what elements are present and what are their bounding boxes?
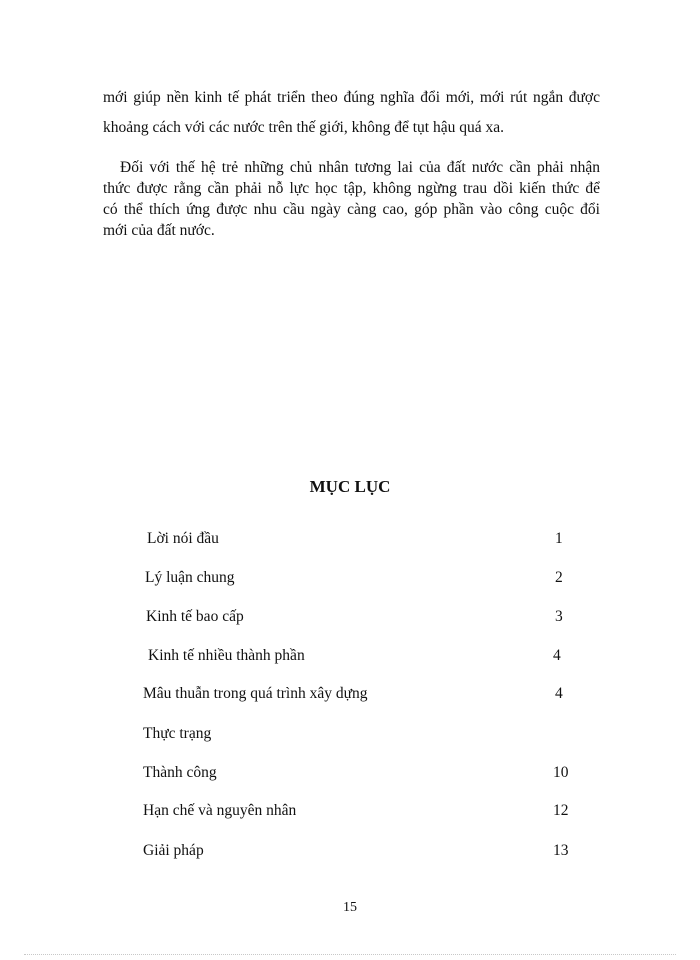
paragraph-line: thức được rằng cần phải nỗ lực học tập, không ngừng trau dồi kiến thức để [103,180,600,197]
toc-entry-page: 4 [553,647,561,664]
page-number: 15 [343,900,357,915]
toc-entry-page: 13 [553,842,569,859]
toc-entry-label: Thành công [143,764,217,781]
toc-entry-page: 10 [553,764,569,781]
paragraph-line: Đối với thế hệ trẻ những chủ nhân tương lai của đất nước cần phải nhận [120,159,600,176]
paragraph-line: mới giúp nền kinh tế phát triển theo đúng nghĩa đổi mới, mới rút ngắn được [103,89,600,106]
toc-entry-label: Lý luận chung [145,569,235,586]
toc-entry-label: Thực trạng [143,725,212,742]
toc-title: MỤC LỤC [309,477,391,496]
toc-entry-page: 12 [553,802,569,819]
page-bottom-divider [24,954,676,955]
toc-entry-label: Mâu thuẫn trong quá trình xây dựng [143,685,368,702]
toc-entry-page: 2 [555,569,563,586]
toc-entry-label: Kinh tế nhiều thành phần [148,647,305,664]
toc-entry-page: 1 [555,530,563,547]
toc-entry-page: 4 [555,685,563,702]
paragraph-line: mới của đất nước. [103,222,215,239]
toc-entry-label: Lời nói đầu [147,530,219,547]
paragraph-line: có thể thích ứng được nhu cầu ngày càng cao, góp phần vào công cuộc đổi [103,201,600,218]
toc-entry-page: 3 [555,608,563,625]
toc-entry-label: Giải pháp [143,842,204,859]
toc-entry-label: Hạn chế và nguyên nhân [143,802,297,819]
toc-entry-label: Kinh tế bao cấp [146,608,244,625]
paragraph-line: khoảng cách với các nước trên thế giới, không để tụt hậu quá xa. [103,119,504,136]
